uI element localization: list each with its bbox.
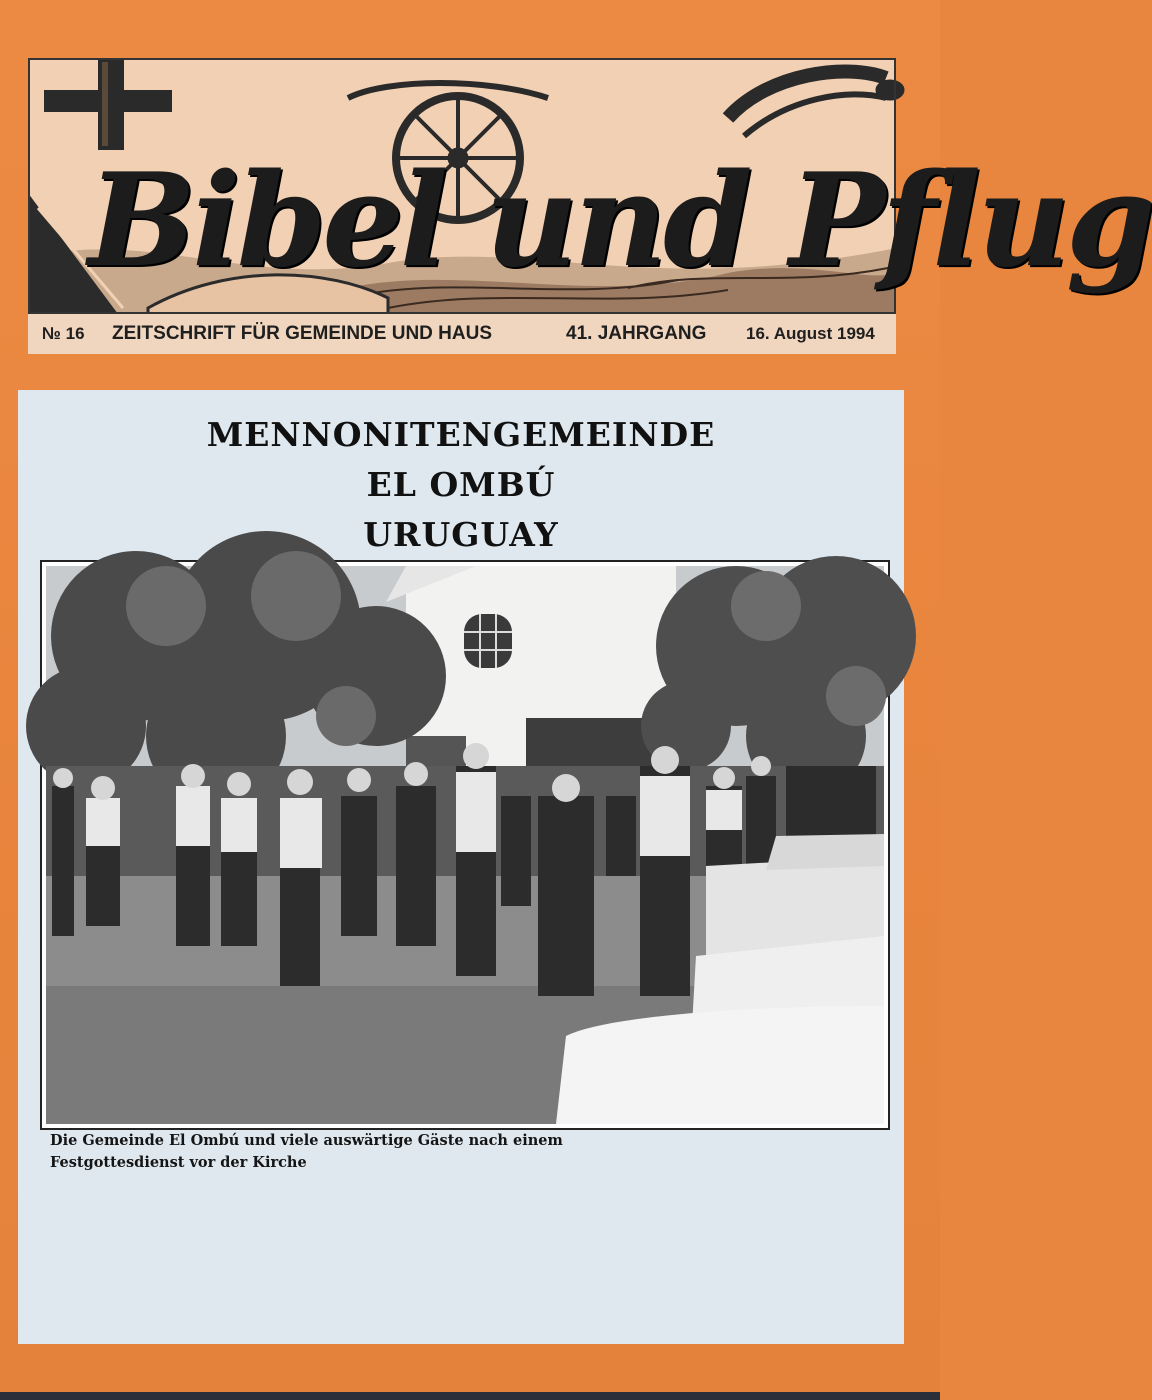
headline-line-1: MENNONITENGEMEINDE bbox=[206, 415, 716, 454]
cover-story-panel bbox=[18, 390, 904, 1344]
volume-label: 41. JAHRGANG bbox=[566, 323, 707, 344]
headline-line-2: EL OMBÚ bbox=[366, 465, 556, 504]
issue-number: № 16 bbox=[42, 324, 85, 343]
issue-info-bar bbox=[28, 314, 896, 354]
caption-line-2: Festgottesdienst vor der Kirche bbox=[50, 1154, 307, 1171]
church-crowd-photo bbox=[46, 566, 884, 1124]
magazine-title: Bibel und Pflug bbox=[88, 146, 1152, 296]
headline-line-3: URUGUAY bbox=[363, 515, 559, 554]
caption-line-1: Die Gemeinde El Ombú und viele auswärtige Gäste nach einem bbox=[50, 1132, 563, 1149]
magazine-subtitle: ZEITSCHRIFT FÜR GEMEINDE UND HAUS bbox=[112, 323, 492, 344]
photo-frame bbox=[40, 560, 890, 1130]
bottom-edge bbox=[0, 1392, 940, 1400]
photo-caption bbox=[50, 1130, 610, 1174]
photo-illustration bbox=[46, 566, 884, 1124]
plough-handle-icon bbox=[728, 71, 904, 136]
headline bbox=[18, 410, 904, 560]
masthead bbox=[28, 58, 1152, 314]
issue-date: 16. August 1994 bbox=[746, 324, 875, 343]
cross-icon bbox=[44, 58, 172, 150]
